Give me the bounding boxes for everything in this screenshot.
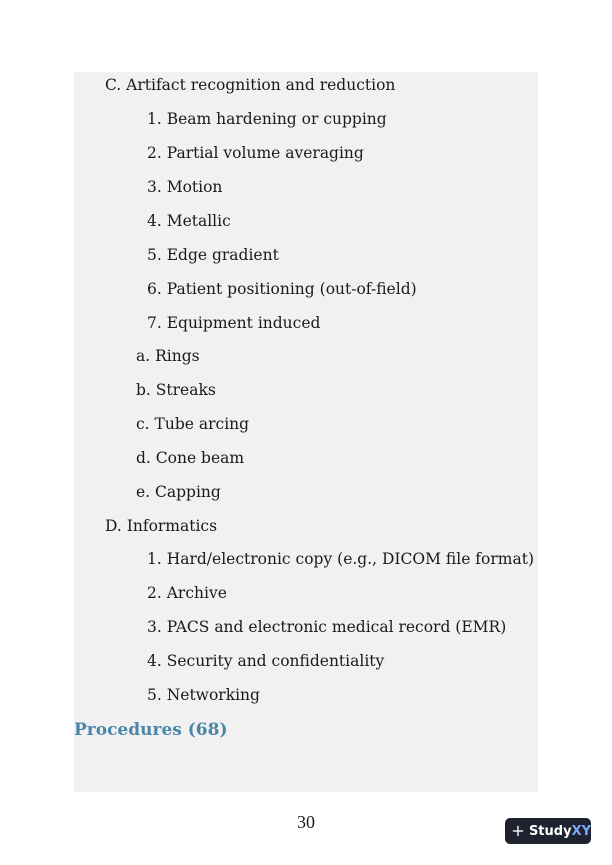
sub-list-item: b. Streaks xyxy=(136,381,216,399)
section-d-title: D. Informatics xyxy=(105,517,218,535)
brand-name-accent: XY xyxy=(571,823,591,839)
sub-list-item: e. Capping xyxy=(136,483,221,501)
list-item: 3. Motion xyxy=(147,178,223,196)
procedures-heading: Procedures (68) xyxy=(74,720,228,740)
studyxy-badge[interactable] xyxy=(505,818,591,844)
section-c-title: C. Artifact recognition and reduction xyxy=(105,76,396,94)
list-item: 4. Security and confidentiality xyxy=(147,652,385,670)
plus-icon xyxy=(512,824,524,838)
list-item: 4. Metallic xyxy=(147,212,231,230)
list-item: 2. Archive xyxy=(147,584,227,602)
list-item: 5. Edge gradient xyxy=(147,246,279,264)
page-number: 30 xyxy=(297,812,315,832)
list-item: 2. Partial volume averaging xyxy=(147,144,364,162)
list-item: 7. Equipment induced xyxy=(147,314,321,332)
list-item: 5. Networking xyxy=(147,686,260,704)
list-item: 1. Hard/electronic copy (e.g., DICOM file format) xyxy=(147,550,535,568)
list-item: 1. Beam hardening or cupping xyxy=(147,110,387,128)
sub-list-item: d. Cone beam xyxy=(136,449,245,467)
brand-name: Study xyxy=(528,823,572,839)
list-item: 6. Patient positioning (out-of-field) xyxy=(147,280,417,298)
sub-list-item: c. Tube arcing xyxy=(136,415,250,433)
list-item: 3. PACS and electronic medical record (EMR) xyxy=(147,618,507,636)
sub-list-item: a. Rings xyxy=(136,347,200,365)
